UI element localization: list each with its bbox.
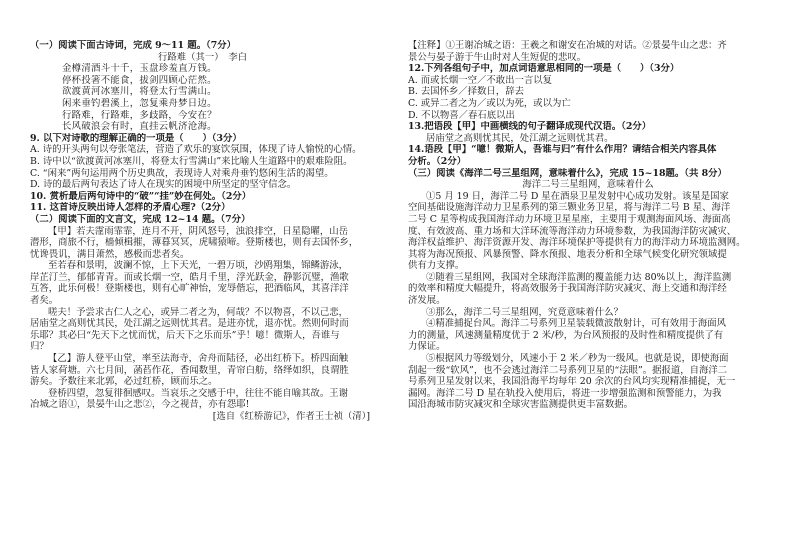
text-line: 乐耶？其必曰“先天下之忧而忧，后天下之乐而乐”乎！噫！微斯人，吾谁与 (30, 329, 340, 341)
text-line: 空间基础设施海洋动力卫星系列的第三颗业务卫星，将与海洋二号 B 星、海洋 (408, 202, 731, 214)
text-line: 居庙堂之高则忧其民，处江湖之远则忧其君。是进亦忧，退亦忧。然则何时而 (30, 318, 349, 330)
text-line: 力保证。 (408, 341, 446, 353)
text-line: 力的测量，风速测量精度优于 2 米/秒，为台风预报的及时性和精度提供了有 (408, 329, 724, 341)
text-line: （三）阅读《海洋二号三星组网，意味着什么》，完成 15~18题。（共 8分） (408, 167, 727, 179)
text-line: 12.下列各组句子中，加点词语意思相同的一项是（ ）（3分） (408, 63, 680, 75)
text-line: 其将为海况预报、风暴预警、降水预报、地表分析和全球气候变化研究领域提 (408, 248, 727, 260)
text-line: 归？ (30, 341, 49, 353)
text-line: 居庙堂之高则忧其民，处江湖之远则忧其君。 (426, 132, 614, 144)
text-line: C. “闲来”两句运用两个历史典故，表现诗人对乘舟垂钓悠闲生活的渴望。 (30, 167, 334, 179)
text-line: 互答，此乐何极！登斯楼也，则有心旷神怡，宠辱偕忘，把酒临风，其喜洋洋 (30, 283, 349, 295)
text-line: 漏网。海洋二号 D 星在轨投入使用后，将进一步增强监测和预警能力，为我 (408, 387, 722, 399)
text-line: 欲渡黄河冰塞川，将登太行雪满山。 (62, 86, 217, 98)
text-line: 至若春和景明，波澜不惊，上下天光，一碧万顷，沙鸥翔集，锦鳞游泳， (48, 260, 349, 272)
text-line: 9. 以下对诗歌的理解正确的一项是（ ）（3分） (30, 132, 242, 144)
text-line: 忧谗畏讥，满目萧然，感极而悲者矣。 (30, 248, 190, 260)
text-line: 济发展。 (408, 295, 446, 307)
text-line: 度、有效波高、重力场和大洋环流等海洋动力环境参数，为我国海洋防灾减灾、 (408, 225, 737, 237)
text-line: 刮起一级“软风”，也不会逃过海洋二号系列卫星的“法眼”。据报道，自海洋二 (408, 364, 728, 376)
text-line: 【乙】游人登平山堂，率至法海寺，舍舟而陆径，必出红桥下。桥四面触 (48, 353, 349, 365)
text-line: C. 或异二者之为／或以为死，或以为亡 (408, 97, 571, 109)
text-line: 闲来垂钓碧溪上，忽复乘舟梦日边。 (62, 97, 217, 109)
text-line: （二）阅读下面的文言文，完成 12~14 题。（7分） (30, 213, 251, 225)
text-line: 金樽清酒斗十千，玉盘珍羞直万钱。 (62, 63, 217, 75)
text-line: 海洋权益维护、海洋资源开发、海洋环境保护等提供有力的海洋动力环境监测网。 (408, 237, 746, 249)
text-line: ①5 月 19 日，海洋二号 D 星在酒泉卫星发射中心成功发射。该星是国家 (426, 190, 729, 202)
text-line: 游矣。予数往来北郭，必过红桥，顾而乐之。 (30, 376, 218, 388)
text-line: 供有力支撑。 (408, 260, 465, 272)
text-line: 停杯投箸不能食，拔剑四顾心茫然。 (62, 74, 217, 86)
text-line: B. 诗中以“欲渡黄河冰塞川，将登太行雪满山”来比喻人生道路中的艰难险阻。 (30, 155, 353, 167)
text-line: 号系列卫星发射以来，我国沿海平均每年 20 余次的台风均实现精准捕捉，无一 (408, 376, 736, 388)
text-line: 者矣。 (30, 295, 59, 307)
text-line: ②随着三星组网，我国对全球海洋监测的覆盖能力达 80%以上，海洋监测 (426, 271, 732, 283)
text-line: 14.语段【甲】“噫！微斯人，吾谁与归”有什么作用？请结合相关内容具体 (408, 144, 717, 156)
text-line: 皆人家荷塘。六七月间，菡萏作花，香闻数里，青帘白舫，络绎如织，良谓胜 (30, 364, 349, 376)
text-line: ③那么，海洋二号三星组网，究竟意味着什么？ (426, 306, 623, 318)
text-line: 【甲】若夫霪雨霏霏，连月不开，阴风怒号，浊浪排空，日星隐曜，山岳 (48, 225, 349, 237)
text-line: 国沿海城市防灾减灾和全球灾害监测提供更丰富数据。 (408, 399, 634, 411)
left-column (30, 40, 390, 423)
text-line: [选自《红桥游记》，作者王士祯（清）] (212, 411, 370, 422)
text-line: 10. 赏析最后两句诗中的“破”“挂”妙在何处。（2分） (30, 190, 252, 202)
text-line: ⑤根据风力等级划分，风速小于 2 米／秒为一级风。也就是说，即使海面 (426, 353, 729, 365)
text-line: 岸芷汀兰，郁郁青青。而或长烟一空，皓月千里，浮光跃金，静影沉璧，渔歌 (30, 271, 349, 283)
text-line: 11. 这首诗反映出诗人怎样的矛盾心理?（2分） (30, 202, 231, 214)
text-line: 登桥四望，忽复徘徊感叹。当哀乐之交感于中，往往不能自喻其故。王谢 (48, 387, 349, 399)
text-line: 长风破浪会有时，直挂云帆济沧海。 (62, 121, 217, 133)
text-line: 二号 C 星等构成我国海洋动力环境卫星星座，主要用于观测海面风场、海面高 (408, 213, 731, 225)
right-column (408, 40, 768, 411)
text-line: 冶城之语①，景晏牛山之悲②，今之视昔，亦有怨耶! (30, 399, 250, 411)
text-line: A. 而或长烟一空／不敢出一言以复 (408, 74, 552, 86)
text-line: 海洋二号三星组网，意味着什么 (522, 179, 654, 191)
text-line: B. 去国怀乡／择数日，辞去 (408, 86, 524, 98)
text-line: 的效率和精度大幅提升，将高效服务于我国海洋防灾减灾、海上交通和海洋经 (408, 283, 727, 295)
text-line: 13.把语段【甲】中画横线的句子翻译成现代汉语。（2分） (408, 121, 652, 133)
text-line: 行路难，行路难，多歧路，今安在？ (62, 109, 217, 121)
text-line: D. 诗的最后两句表达了诗人在现实的困境中所坚定的坚守信念。 (30, 179, 297, 191)
text-line: 分析。（2分） (408, 155, 467, 167)
text-line: 行路难（其一） 李白 (158, 51, 248, 63)
text-line: 【注释】①王谢冶城之语：王羲之和谢安在冶城的对话。②景晏牛山之悲：齐 (408, 40, 727, 51)
text-line: 嗟夫！予尝求古仁人之心，或异二者之为，何哉？不以物喜，不以己悲， (48, 306, 349, 318)
text-line: A. 诗的开头两句以夸张笔法，营造了欢乐的宴饮氛围，体现了诗人愉悦的心情。 (30, 144, 362, 156)
text-line: 潜形，商旅不行，樯倾楫摧，薄暮冥冥，虎啸猿啼。登斯楼也，则有去国怀乡， (30, 237, 359, 249)
text-line: 景公与晏子游于牛山时对人生短促的悲叹。 (408, 51, 587, 63)
text-line: D. 不以物喜／春石底以出 (408, 109, 515, 121)
text-line: （一）阅读下面古诗词，完成 9～11 题。（7分） (30, 40, 237, 51)
text-line: ④精准捕捉台风。海洋二号系列卫星装载微波散射计，可有效用于海面风 (426, 318, 727, 330)
